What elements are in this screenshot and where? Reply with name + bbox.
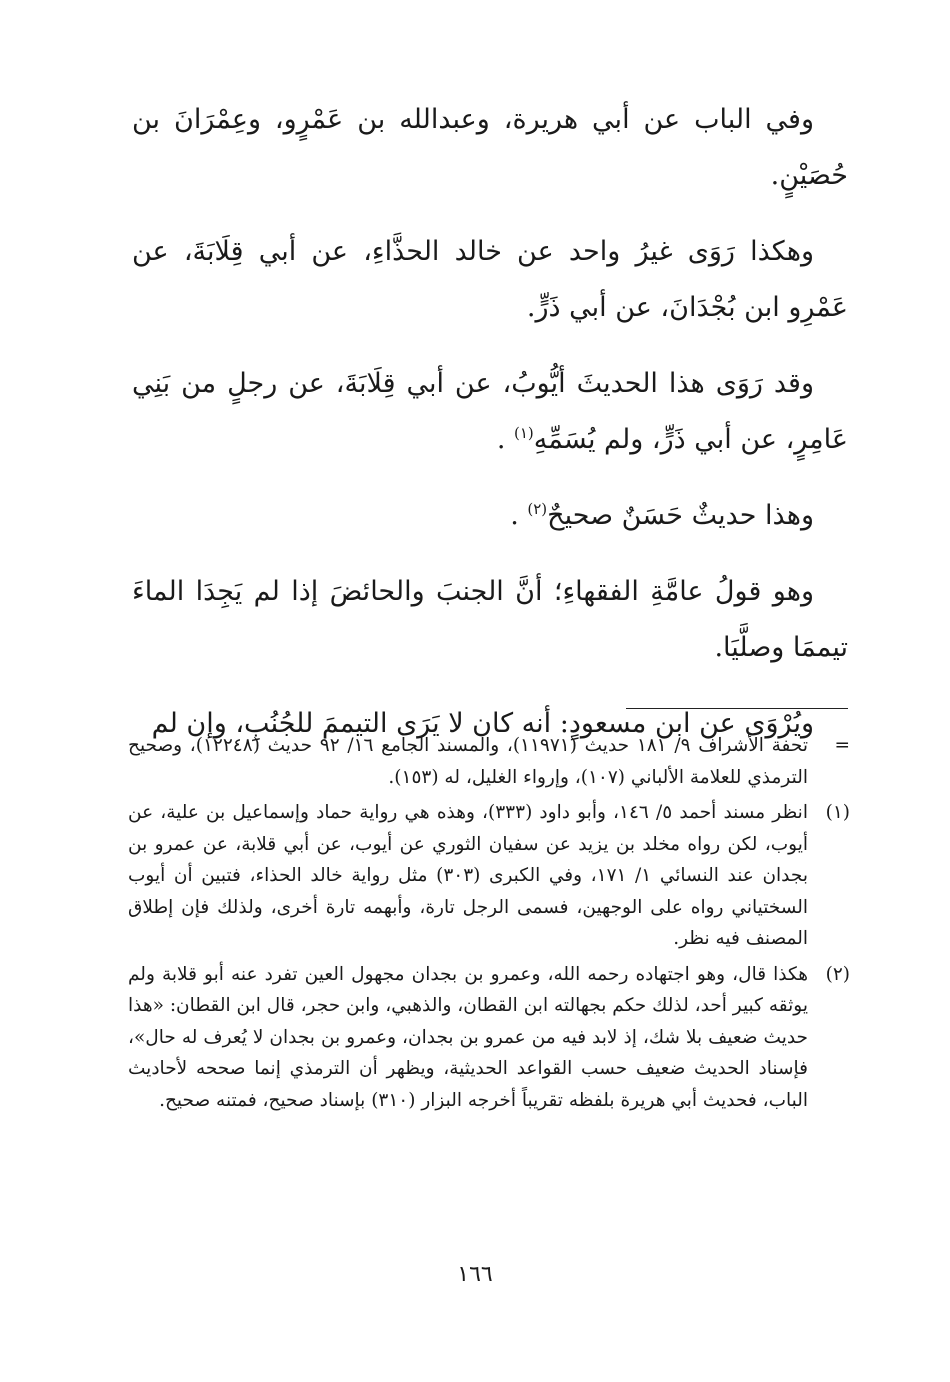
footnote-separator — [626, 708, 848, 709]
footnote-1 — [128, 797, 850, 955]
continuation-mark: = — [834, 735, 850, 756]
main-text — [132, 92, 848, 772]
paragraph-4 — [132, 488, 848, 544]
footnote-ref-1[interactable]: (١) — [514, 424, 534, 442]
paragraph-3-text: وقد رَوَى هذا الحديثَ أيُّوبُ، عن أبي قِلَابَةَ، عن رجلٍ من بَنِي عَامِرٍ، عن أبي ذَرٍّ، ولم يُسَمِّهِ — [132, 368, 848, 455]
footnote-1-text: انظر مسند أحمد ٥/ ١٤٦، وأبو داود (٣٣٣)، وهذه هي رواية حماد وإسماعيل بن علية، عن أيوب، لكن رواه مخلد بن يزيد عن سفيان الثوري عن أيوب، عن أبي قلابة، عن عمرو بن بجدان عند النسائي ١/ ١٧١، وفي الكبرى (٣٠٣) مثل رواية خالد الحذاء، فتبين أن أيوب السختياني رواه على الوجهين، فسمى الرجل تارة، وأبهمه تارة أخرى، ولذلك فإن إطلاق المصنف فيه نظر. — [128, 802, 808, 949]
page-number: ١٦٦ — [457, 1262, 493, 1287]
paragraph-2: وهكذا رَوَى غيرُ واحد عن خالد الحذَّاءِ، عن أبي قِلَابَةَ، عن عَمْرِو ابن بُجْدَانَ، عن أبي ذَرٍّ. — [132, 236, 848, 323]
paragraph-4-end: . — [510, 500, 528, 531]
footnote-1-mark: (١) — [825, 802, 850, 823]
paragraph-4-text: وهذا حديثٌ حَسَنٌ صحيحٌ — [547, 500, 814, 531]
paragraph-3-end: . — [496, 424, 514, 455]
paragraph-1: وفي الباب عن أبي هريرة، وعبدالله بن عَمْرٍو، وعِمْرَانَ بن حُصَيْنٍ. — [132, 104, 848, 191]
paragraph-6: ويُرْوَى عن ابن مسعودٍ: أنه كان لا يَرَى التيممَ للجُنُبِ، وإن لم — [151, 708, 814, 739]
footnote-continuation-text: تحفة الأشراف ٩/ ١٨١ حديث (١١٩٧١)، والمسند الجامع ١٦/ ٩٢ حديث (١٢٢٤٨)، وصحيح الترمذي للعلامة الألباني (١٠٧)، وإرواء الغليل، له (١٥٣). — [128, 735, 808, 788]
footnote-2-text: هكذا قال، وهو اجتهاده رحمه الله، وعمرو بن بجدان مجهول العين تفرد عنه أبو قلابة ولم يوثقه كبير أحد، لذلك حكم بجهالته ابن القطان، والذهبي، وابن حجر، قال ابن القطان: «هذا حديث ضعيف بلا شك، إذ لابد فيه من عمرو بن بجدان، وعمرو بن بجدان لا يُعرف له حال»، فإسناد الحديث ضعيف حسب القواعد الحديثية، ويظهر أن الترمذي إنما صححه لأحاديث الباب، فحديث أبي هريرة بلفظه تقريباً أخرجه البزار (٣١٠) بإسناد صحيح، فمتنه صحيح. — [128, 963, 808, 1111]
footnote-2-mark: (٢) — [825, 963, 850, 985]
paragraph-3 — [132, 356, 848, 468]
footnote-ref-2[interactable]: (٢) — [527, 500, 548, 518]
footnote-continuation — [128, 730, 850, 793]
footnote-2 — [128, 959, 850, 1117]
paragraph-5: وهو قولُ عامَّةِ الفقهاءِ؛ أنَّ الجنبَ والحائضَ إذا لم يَجِدَا الماءَ تيممَا وصلَّيَا. — [132, 576, 848, 663]
footnotes — [128, 730, 850, 1120]
